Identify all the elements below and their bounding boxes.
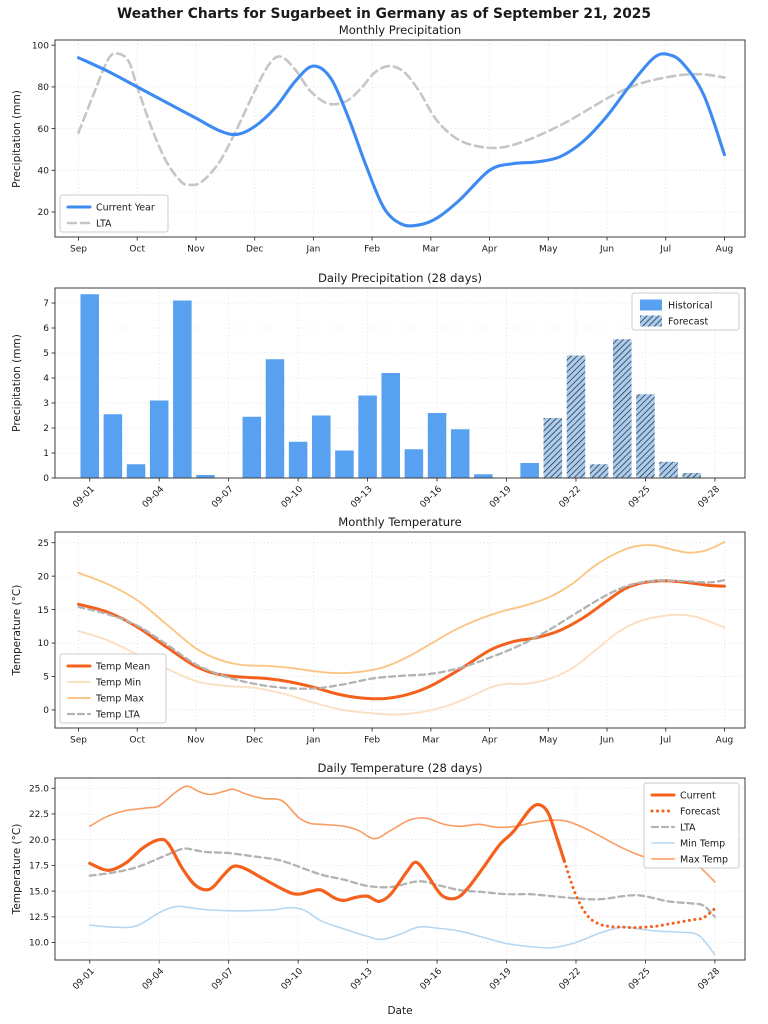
- x-tick-label: 09-10: [279, 966, 306, 993]
- y-tick-label: 20: [37, 572, 49, 583]
- historical-bar-09-13: [358, 396, 377, 479]
- y-tick-label: 1: [43, 449, 49, 460]
- forecast-bar-09-21: [544, 418, 563, 478]
- monthly-temperature-chart: [11, 515, 745, 746]
- x-tick-label: 09-04: [140, 966, 167, 993]
- x-tick-label: Jan: [306, 244, 321, 255]
- x-tick-label: Aug: [715, 735, 734, 746]
- historical-bar-09-04: [150, 401, 169, 479]
- monthly-precipitation-y-axis-label: Precipitation (mm): [11, 90, 23, 188]
- historical-bar-09-10: [289, 442, 308, 478]
- legend-label: LTA: [96, 218, 112, 230]
- monthly-precipitation-series-lta: [78, 53, 724, 184]
- x-tick-label: 09-19: [488, 484, 514, 511]
- x-tick-label: May: [538, 735, 558, 746]
- legend-label: Current: [680, 790, 716, 802]
- legend-label: Forecast: [680, 806, 721, 818]
- x-tick-label: 09-01: [71, 484, 97, 511]
- legend-swatch-solid: [640, 300, 662, 311]
- y-tick-label: 7: [43, 299, 49, 310]
- historical-bar-09-17: [451, 429, 470, 478]
- forecast-bar-09-25: [636, 394, 655, 478]
- monthly-temperature-y-axis-label: Temperature (°C): [11, 584, 23, 676]
- x-tick-label: Oct: [129, 244, 145, 255]
- x-tick-label: Jun: [599, 244, 615, 255]
- x-tick-label: 09-01: [71, 966, 97, 993]
- x-tick-label: 09-25: [626, 484, 653, 511]
- x-tick-label: 09-13: [349, 966, 375, 993]
- historical-bar-09-08: [243, 417, 262, 478]
- x-tick-label: Feb: [364, 244, 381, 255]
- y-tick-label: 5: [43, 349, 49, 360]
- historical-bar-09-12: [335, 451, 354, 479]
- historical-bar-09-05: [173, 301, 192, 479]
- daily-temperature-series-current: [90, 805, 565, 902]
- x-tick-label: Sep: [70, 735, 87, 746]
- historical-bar-09-09: [266, 359, 285, 478]
- x-tick-label: Apr: [481, 735, 498, 746]
- x-tick-label: Nov: [187, 735, 205, 746]
- y-tick-label: 0: [43, 706, 49, 717]
- y-tick-label: 20.0: [28, 835, 49, 846]
- monthly-temperature-series-temp_min: [78, 615, 724, 715]
- y-tick-label: 20: [37, 208, 49, 219]
- y-tick-label: 10: [37, 639, 49, 650]
- daily-temperature-chart: [11, 761, 745, 1017]
- x-tick-label: Jul: [660, 735, 672, 746]
- monthly-temperature-title: Monthly Temperature: [338, 515, 462, 529]
- x-tick-label: Sep: [70, 244, 87, 255]
- historical-bar-09-15: [405, 449, 424, 478]
- x-tick-label: Dec: [245, 735, 264, 746]
- x-tick-label: Mar: [422, 244, 440, 255]
- legend-label: LTA: [680, 822, 696, 834]
- x-tick-label: 09-22: [557, 966, 584, 993]
- x-tick-label: 09-10: [279, 484, 306, 511]
- daily-precipitation-plot-area: [80, 294, 701, 478]
- x-tick-label: Nov: [187, 244, 205, 255]
- historical-bar-09-01: [80, 294, 99, 478]
- forecast-bar-09-22: [567, 356, 586, 479]
- y-tick-label: 17.5: [28, 861, 49, 872]
- historical-bar-09-02: [104, 414, 123, 478]
- y-tick-label: 2: [43, 424, 49, 435]
- x-tick-label: Jun: [599, 735, 615, 746]
- monthly-temperature-legend: [60, 654, 166, 723]
- monthly-precipitation-plot-area: [78, 53, 724, 225]
- y-tick-label: 22.5: [28, 810, 49, 821]
- x-tick-label: 09-07: [210, 484, 236, 511]
- y-tick-label: 60: [37, 124, 49, 135]
- x-tick-label: 09-25: [626, 966, 653, 993]
- x-tick-label: Oct: [129, 735, 145, 746]
- x-tick-label: Apr: [481, 244, 498, 255]
- forecast-bar-09-23: [590, 464, 609, 478]
- y-tick-label: 25: [37, 538, 49, 549]
- legend-swatch-hatch: [640, 316, 662, 327]
- y-tick-label: 10.0: [28, 938, 49, 949]
- daily-precipitation-chart: [11, 271, 745, 510]
- monthly-temperature-series-temp_mean: [78, 581, 724, 699]
- legend-label: Historical: [668, 300, 713, 312]
- daily-temperature-legend: [644, 783, 739, 868]
- legend-label: Current Year: [96, 202, 155, 214]
- x-tick-label: 09-28: [696, 484, 723, 511]
- legend-label: Max Temp: [680, 854, 728, 866]
- legend-label: Temp Max: [96, 693, 144, 705]
- y-tick-label: 3: [43, 399, 49, 410]
- x-tick-label: May: [538, 244, 558, 255]
- x-tick-label: Feb: [364, 735, 381, 746]
- daily-precipitation-title: Daily Precipitation (28 days): [317, 271, 483, 285]
- monthly-precipitation-chart: [11, 23, 745, 255]
- historical-bar-09-14: [381, 373, 400, 478]
- x-tick-label: Dec: [245, 244, 264, 255]
- y-tick-label: 15: [37, 605, 49, 616]
- legend-label: Temp Min: [96, 677, 142, 689]
- y-tick-label: 0: [43, 474, 49, 485]
- x-tick-label: 09-04: [140, 484, 167, 511]
- monthly-precipitation-legend: [60, 195, 168, 232]
- y-tick-label: 40: [37, 166, 49, 177]
- historical-bar-09-20: [520, 463, 539, 478]
- daily-precipitation-legend: [632, 293, 739, 330]
- forecast-bar-09-27: [682, 473, 701, 478]
- forecast-bar-09-24: [613, 339, 632, 478]
- daily-temperature-series-min_temp: [90, 906, 715, 955]
- figure-title: Weather Charts for Sugarbeet in Germany as of September 21, 2025: [116, 6, 652, 22]
- legend-label: Forecast: [668, 316, 709, 328]
- x-tick-label: 09-13: [349, 484, 375, 511]
- monthly-precipitation-series-current_year: [78, 54, 724, 226]
- daily-temperature-tick-labels: [29, 784, 722, 992]
- historical-bar-09-11: [312, 416, 331, 479]
- forecast-bar-09-26: [659, 462, 678, 478]
- monthly-temperature-plot-area: [78, 542, 724, 715]
- y-tick-label: 80: [37, 83, 49, 94]
- y-tick-label: 25.0: [28, 784, 49, 795]
- x-tick-label: Mar: [422, 735, 440, 746]
- y-tick-label: 15.0: [28, 887, 49, 898]
- y-tick-label: 4: [43, 374, 49, 385]
- x-tick-label: Jan: [306, 735, 321, 746]
- legend-box: [60, 195, 168, 232]
- x-tick-label: 09-16: [418, 966, 445, 993]
- legend-label: Min Temp: [680, 838, 726, 850]
- y-tick-label: 6: [43, 324, 49, 335]
- historical-bar-09-16: [428, 413, 447, 478]
- daily-temperature-y-axis-label: Temperature (°C): [11, 823, 23, 915]
- historical-bar-09-03: [127, 464, 146, 478]
- y-tick-label: 12.5: [28, 913, 49, 924]
- historical-bar-09-18: [474, 474, 493, 478]
- x-tick-label: 09-22: [557, 484, 584, 511]
- monthly-precipitation-title: Monthly Precipitation: [338, 23, 462, 37]
- x-tick-label: Aug: [715, 244, 734, 255]
- y-tick-label: 5: [43, 672, 49, 683]
- y-tick-label: 100: [31, 41, 49, 52]
- x-tick-label: 09-19: [488, 966, 514, 993]
- daily-temperature-title: Daily Temperature (28 days): [317, 761, 483, 775]
- daily-temperature-plot-area: [90, 786, 715, 955]
- x-tick-label: 09-07: [210, 966, 236, 993]
- legend-label: Temp Mean: [96, 661, 151, 673]
- x-tick-label: Jul: [660, 244, 672, 255]
- x-tick-label: 09-28: [696, 966, 723, 993]
- daily-precipitation-y-axis-label: Precipitation (mm): [11, 334, 23, 432]
- legend-label: Temp LTA: [96, 709, 140, 721]
- daily-temperature-x-axis-label: Date: [387, 1005, 413, 1017]
- x-tick-label: 09-16: [418, 484, 445, 511]
